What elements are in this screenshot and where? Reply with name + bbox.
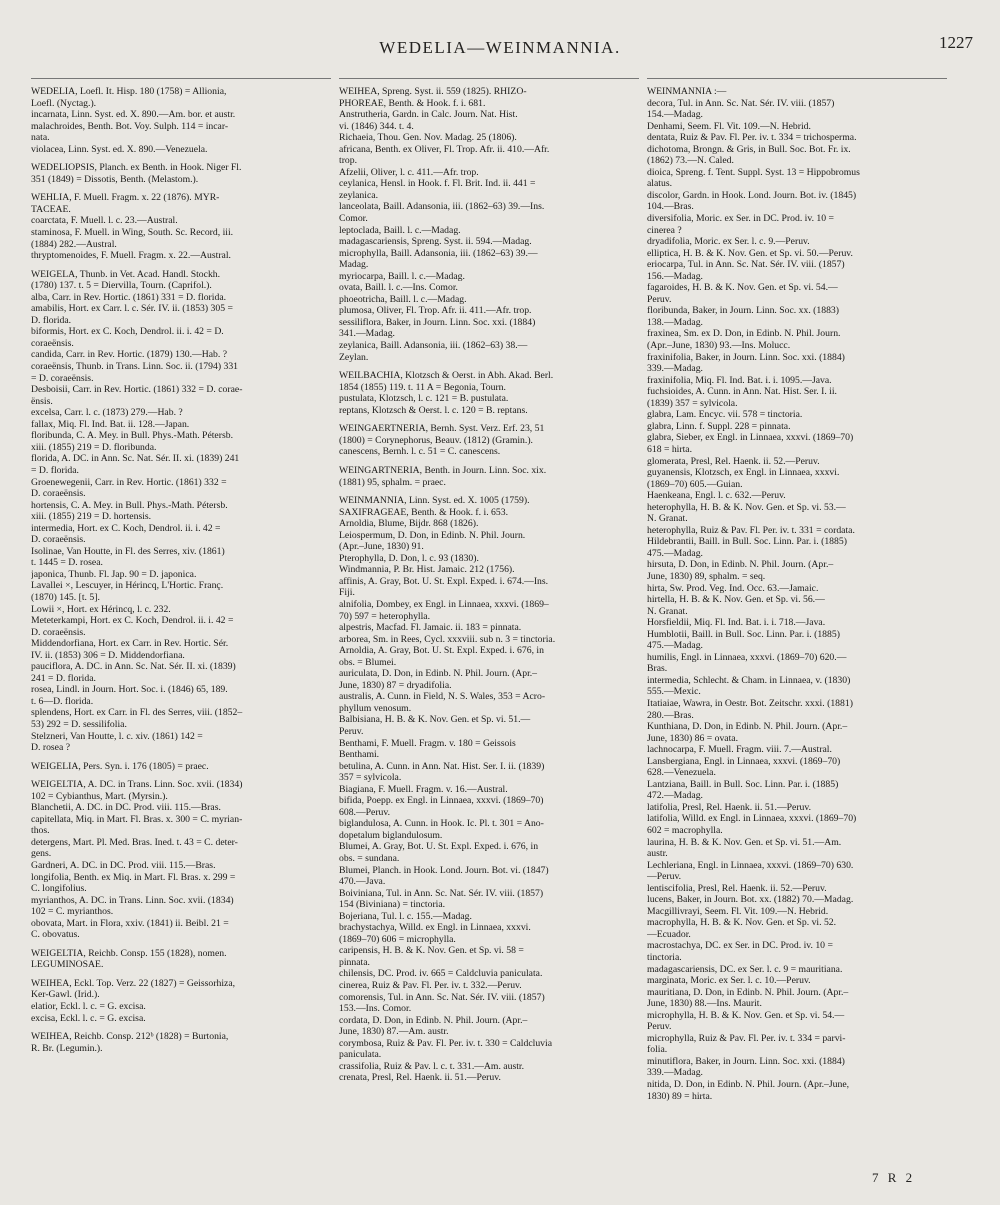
entry-line: Isolinae, Van Houtte, in Fl. des Serres, xiv. (1861): [31, 545, 225, 557]
entry-line: obs. = sundana.: [339, 853, 400, 864]
entry-line: (1862) 73.—N. Caled.: [647, 155, 734, 167]
entry-line: lanceolata, Baill. Adansonia, iii. (1862–63) 39.—Ins.: [339, 201, 545, 213]
entry-line: rosea, Lindl. in Journ. Hort. Soc. i. (1846) 65, 189.: [31, 684, 228, 696]
entry-line: alba, Carr. in Rev. Hortic. (1861) 331 = D. florida.: [31, 291, 227, 303]
entry-line: Peruv.: [339, 725, 364, 737]
entry-line: dichotoma, Brongn. & Gris, in Bull. Soc. Bot. Fr. ix.: [647, 143, 851, 155]
entry-line: obs. = Blumei.: [339, 656, 397, 668]
dictionary-entry: [31, 1031, 331, 1054]
entry-line: elliptica, H. B. & K. Nov. Gen. et Sp. vi. 50.—Peruv.: [647, 247, 853, 259]
entry-line: Haenkeana, Engl. l. c. 632.—Peruv.: [647, 490, 786, 502]
entry-line: mauritiana, D. Don, in Edinb. N. Phil. Journ. (Apr.–: [647, 986, 849, 998]
entry-line: intermedia, Schlecht. & Cham. in Linnaea, v. (1830): [647, 674, 851, 686]
entry-line: (1800) = Corynephorus, Beauv. (1812) (Gramin.).: [339, 434, 533, 446]
entry-line: ënsis.: [31, 395, 53, 407]
entry-line: Richaeia, Thou. Gen. Nov. Madag. 25 (1806).: [339, 132, 517, 144]
entry-line: WEINGAERTNERIA, Bernh. Syst. Verz. Erf. 23, 51: [339, 423, 545, 435]
entry-line: nata.: [31, 132, 50, 144]
entry-line: WEIGELTIA, Reichb. Consp. 155 (1828), nomen.: [31, 947, 227, 959]
entry-line: marginata, Moric. ex Ser. l. c. 10.—Peruv.: [647, 975, 811, 987]
dictionary-entry: [31, 269, 331, 754]
entry-line: alpestris, Macfad. Fl. Jamaic. ii. 183 = pinnata.: [339, 622, 522, 634]
entry-line: D. coraeënsis.: [31, 626, 86, 638]
entry-line: tinctoria.: [647, 952, 682, 964]
entry-line: Leiospermum, D. Don, in Edinb. N. Phil. Journ.: [339, 529, 526, 541]
entry-line: diversifolia, Moric. ex Ser. in DC. Prod. iv. 10 =: [647, 213, 834, 225]
entry-line: 470.—Java.: [339, 876, 386, 888]
entry-line: latifolia, Willd. ex Engl. in Linnaea, xxxvi. (1869–70): [647, 813, 857, 825]
entry-line: intermedia, Hort. ex C. Koch, Dendrol. ii. i. 42 =: [31, 522, 221, 534]
entry-line: glabra, Lam. Encyc. vii. 578 = tinctoria.: [647, 409, 803, 421]
entry-line: LEGUMINOSAE.: [31, 959, 104, 971]
entry-line: PHOREAE, Benth. & Hook. f. i. 681.: [339, 97, 486, 109]
entry-line: 70) 597 = heterophylla.: [339, 610, 431, 622]
entry-line: (1869–70) 605.—Guian.: [647, 478, 743, 490]
entry-line: D. coraeënsis.: [31, 488, 86, 500]
entry-line: WEDELIA, Loefl. It. Hisp. 180 (1758) = Allionia,: [31, 86, 227, 97]
entry-line: = D. coraeënsis.: [31, 372, 94, 384]
entry-line: Windmannia, P. Br. Hist. Jamaic. 212 (1756).: [339, 564, 515, 576]
entry-line: Pterophylla, D. Don, l. c. 93 (1830).: [339, 552, 479, 564]
entry-line: eriocarpa, Tul. in Ann. Sc. Nat. Sér. IV. viii. (1857): [647, 259, 845, 271]
page-number: 1227: [939, 33, 973, 52]
entry-line: Boiviniana, Tul. in Ann. Sc. Nat. Sér. IV. viii. (1857): [339, 887, 544, 899]
entry-line: 1830) 89 = hirta.: [647, 1090, 713, 1102]
dictionary-entry: [339, 370, 639, 416]
entry-line: xiii. (1855) 219 = D. hortensis.: [31, 511, 152, 523]
entry-line: floribunda, C. A. Mey. in Bull. Phys.-Math. Pétersb.: [31, 430, 233, 442]
entry-line: capitellata, Miq. in Mart. Fl. Bras. x. 300 = C. myrian-: [31, 813, 243, 825]
entry-line: Arnoldia, A. Gray, Bot. U. St. Expl. Exped. i. 676, in: [339, 645, 544, 657]
entry-line: plumosa, Oliver, Fl. Trop. Afr. ii. 411.—Afr. trop.: [339, 305, 532, 317]
entry-line: IV. ii. (1853) 306 = D. Middendorfiana.: [31, 649, 185, 661]
entry-line: Hildebrantii, Baill. in Bull. Soc. Linn. Par. i. (1885): [647, 536, 847, 548]
entry-line: glabra, Linn. f. Suppl. 228 = pinnata.: [647, 420, 791, 432]
entry-line: reptans, Klotzsch & Oerst. l. c. 120 = B. reptans.: [339, 404, 528, 416]
entry-line: florida, A. DC. in Ann. Sc. Nat. Sér. II. xi. (1839) 241: [31, 453, 240, 465]
entry-line: longifolia, Benth. ex Miq. in Mart. Fl. Bras. x. 299 =: [31, 871, 236, 883]
entry-line: brachystachya, Willd. ex Engl. in Linnaea, xxxvi.: [339, 922, 531, 934]
entry-line: Afzelii, Oliver, l. c. 411.—Afr. trop.: [339, 166, 479, 178]
entry-line: C. obovatus.: [31, 929, 80, 941]
entry-line: D. rosea ?: [31, 742, 71, 754]
entry-line: 628.—Venezuela.: [647, 767, 716, 779]
entry-line: cinerea ?: [647, 224, 682, 236]
entry-line: Loefl. (Nyctag.).: [31, 97, 97, 109]
entry-line: canescens, Bernh. l. c. 51 = C. canescens.: [339, 446, 501, 458]
entry-line: folia.: [647, 1044, 668, 1056]
entry-line: fraxinifolia, Baker, in Journ. Linn. Soc. xxi. (1884): [647, 351, 845, 363]
entry-line: 475.—Madag.: [647, 547, 703, 559]
entry-line: WEIHEA, Eckl. Top. Verz. 22 (1827) = Geissorhiza,: [31, 977, 236, 989]
dictionary-entry: [31, 162, 331, 185]
entry-line: heterophylla, Ruiz & Pav. Fl. Per. iv. t. 331 = cordata.: [647, 524, 855, 536]
entry-line: phoeotricha, Baill. l. c.—Madag.: [339, 293, 467, 305]
text-column-1: [31, 86, 331, 1136]
entry-line: Macgillivrayi, Seem. Fl. Vit. 109.—N. Hebrid.: [647, 905, 829, 917]
entry-line: t. 6—D. florida.: [31, 695, 94, 707]
entry-line: japonica, Thunb. Fl. Jap. 90 = D. japonica.: [31, 568, 197, 580]
entry-line: Meteterkampi, Hort. ex C. Koch, Dendrol. ii. i. 42 =: [31, 615, 234, 627]
entry-line: obovata, Mart. in Flora, xxiv. (1841) ii. Beibl. 21 =: [31, 917, 229, 929]
entry-line: 339.—Madag.: [647, 363, 703, 375]
entry-line: crassifolia, Ruiz & Pav. l. c. t. 331.—Am. austr.: [339, 1060, 525, 1072]
entry-line: 154 (Biviniana) = tinctoria.: [339, 899, 446, 911]
entry-line: Desboisii, Carr. in Rev. Hortic. (1861) 332 = D. corae-: [31, 384, 243, 396]
entry-line: 357 = sylvicola.: [339, 772, 402, 784]
dictionary-entry: [31, 779, 331, 941]
entry-line: Arnoldia, Blume, Bijdr. 868 (1826).: [339, 518, 479, 530]
entry-line: TACEAE.: [31, 203, 71, 215]
entry-line: decora, Tul. in Ann. Sc. Nat. Sér. IV. viii. (1857): [647, 97, 835, 109]
entry-line: dryadifolia, Moric. ex Ser. l. c. 9.—Peruv.: [647, 236, 810, 248]
entry-line: cordata, D. Don, in Edinb. N. Phil. Journ. (Apr.–: [339, 1014, 528, 1026]
entry-line: chilensis, DC. Prod. iv. 665 = Caldcluvia paniculata.: [339, 968, 543, 980]
signature-mark: 7 R 2: [872, 1170, 916, 1185]
entry-line: Bras.: [647, 663, 668, 675]
entry-line: violacea, Linn. Syst. ed. X. 890.—Venezuela.: [31, 143, 208, 155]
entry-line: N. Granat.: [647, 605, 688, 617]
entry-line: elatior, Eckl. l. c. = G. excisa.: [31, 1001, 146, 1013]
dictionary-entry: [31, 86, 331, 155]
entry-line: myrianthos, A. DC. in Trans. Linn. Soc. xvii. (1834): [31, 894, 234, 906]
entry-line: phyllum venosum.: [339, 702, 412, 714]
entry-line: Bojeriana, Tul. l. c. 155.—Madag.: [339, 910, 472, 922]
entry-line: Lavallei ×, Lescuyer, in Hérincq, L'Hortic. Franç.: [31, 580, 224, 592]
dictionary-entry: [339, 86, 639, 363]
entry-line: Benthami, F. Muell. Fragm. v. 180 = Geissois: [339, 737, 516, 749]
entry-line: arborea, Sm. in Rees, Cycl. xxxviii. sub n. 3 = tinctoria.: [339, 633, 556, 645]
entry-line: heterophylla, H. B. & K. Nov. Gen. et Sp. vi. 53.—: [647, 501, 846, 513]
dictionary-entry: [31, 978, 331, 1024]
entry-line: 154.—Madag.: [647, 109, 703, 121]
entry-line: Kunthiana, D. Don, in Edinb. N. Phil. Journ. (Apr.–: [647, 721, 848, 733]
entry-line: Lechleriana, Engl. in Linnaea, xxxvi. (1869–70) 630.: [647, 859, 854, 871]
column-rule: [31, 78, 331, 79]
entry-line: alatus.: [647, 178, 673, 190]
entry-line: Horsfieldii, Miq. Fl. Ind. Bat. i. i. 718.—Java.: [647, 617, 826, 629]
entry-line: guyanensis, Klotzsch, ex Engl. in Linnaea, xxxvi.: [647, 467, 840, 479]
entry-line: microphylla, H. B. & K. Nov. Gen. et Sp. vi. 54.—: [647, 1009, 845, 1021]
text-column-2: [339, 86, 639, 1136]
entry-line: bifida, Poepp. ex Engl. in Linnaea, xxxvi. (1869–70): [339, 795, 544, 807]
dictionary-entry: [31, 192, 331, 261]
entry-line: corymbosa, Ruiz & Pav. Fl. Per. iv. t. 330 = Caldcluvia: [339, 1037, 553, 1049]
entry-line: (1869–70) 606 = microphylla.: [339, 933, 456, 945]
entry-line: lachnocarpa, F. Muell. Fragm. viii. 7.—Austral.: [647, 744, 832, 756]
entry-line: excisa, Eckl. l. c. = G. excisa.: [31, 1012, 146, 1024]
entry-line: June, 1830) 89, sphalm. = seq.: [647, 570, 766, 582]
entry-line: 102 = Cybianthus, Mart. (Myrsin.).: [31, 790, 168, 802]
entry-line: 156.—Madag.: [647, 270, 703, 282]
entry-line: WEIGELIA, Pers. Syn. i. 176 (1805) = praec.: [31, 760, 209, 772]
entry-line: candida, Carr. in Rev. Hortic. (1879) 130.—Hab. ?: [31, 349, 228, 361]
entry-line: 475.—Madag.: [647, 640, 703, 652]
entry-line: staminosa, F. Muell. in Wing, South. Sc. Record, iii.: [31, 227, 234, 239]
entry-line: WEDELIOPSIS, Planch. ex Benth. in Hook. Niger Fl.: [31, 162, 242, 174]
entry-line: hirtella, H. B. & K. Nov. Gen. et Sp. vi. 56.—: [647, 594, 825, 606]
entry-line: June, 1830) 86 = ovata.: [647, 732, 739, 744]
entry-line: discolor, Gardn. in Hook. Lond. Journ. Bot. iv. (1845): [647, 189, 857, 201]
entry-line: Stelzneri, Van Houtte, l. c. xiv. (1861) 142 =: [31, 730, 203, 742]
entry-line: D. florida.: [31, 314, 72, 326]
entry-line: 280.—Bras.: [647, 709, 694, 721]
entry-line: D. coraeënsis.: [31, 534, 86, 546]
entry-line: Peruv.: [647, 1021, 672, 1033]
entry-line: dioica, Spreng. f. Tent. Suppl. Syst. 13 = Hippobromus: [647, 166, 860, 178]
entry-line: WEINMANNIA :—: [647, 86, 727, 97]
entry-line: 241 = D. florida.: [31, 672, 96, 684]
entry-line: Peruv.: [647, 293, 672, 305]
entry-line: thos.: [31, 825, 50, 837]
entry-line: excelsa, Carr. l. c. (1873) 279.—Hab. ?: [31, 407, 183, 419]
dictionary-entry: [31, 761, 331, 773]
entry-line: 618 = hirta.: [647, 443, 693, 455]
entry-line: Lansbergiana, Engl. in Linnaea, xxxvi. (1869–70): [647, 755, 841, 767]
entry-line: betulina, A. Cunn. in Ann. Nat. Hist. Ser. I. ii. (1839): [339, 760, 545, 772]
text-column-3: [647, 86, 947, 1136]
entry-line: Lantziana, Baill. in Bull. Soc. Linn. Par. i. (1885): [647, 778, 839, 790]
entry-line: Benthami.: [339, 749, 380, 761]
dictionary-entry: [339, 495, 639, 1084]
entry-line: humilis, Engl. in Linnaea, xxxvi. (1869–70) 620.—: [647, 651, 847, 663]
entry-line: vi. (1846) 344. t. 4.: [339, 120, 414, 132]
entry-line: auriculata, D. Don, in Edinb. N. Phil. Journ. (Apr.–: [339, 668, 538, 680]
entry-line: nitida, D. Don, in Edinb. N. Phil. Journ. (Apr.–June,: [647, 1079, 850, 1091]
entry-line: 102 = C. myrianthos.: [31, 906, 114, 918]
entry-line: biformis, Hort. ex C. Koch, Dendrol. ii. i. 42 = D.: [31, 326, 224, 338]
entry-line: Itatiaiae, Wawra, in Oestr. Bot. Zeitschr. xxxi. (1881): [647, 697, 853, 709]
entry-line: ovata, Baill. l. c.—Ins. Comor.: [339, 282, 458, 294]
entry-line: Gardneri, A. DC. in DC. Prod. viii. 115.—Bras.: [31, 860, 216, 871]
entry-line: pinnata.: [339, 956, 370, 968]
page-title: WEDELIA—WEINMANNIA.: [379, 38, 621, 57]
entry-line: caripensis, H. B. & K. Nov. Gen. et Sp. vi. 58 =: [339, 945, 524, 957]
entry-line: crenata, Presl, Rel. Haenk. ii. 51.—Peruv.: [339, 1072, 501, 1084]
entry-line: Blumei, Planch. in Hook. Lond. Journ. Bot. vi. (1847): [339, 864, 549, 876]
entry-line: lucens, Baker, in Journ. Bot. xx. (1882) 70.—Madag.: [647, 894, 854, 906]
entry-line: zeylanica.: [339, 189, 378, 201]
entry-line: amabilis, Hort. ex Carr. l. c. Sér. IV. ii. (1853) 305 =: [31, 303, 233, 315]
entry-line: coraeënsis.: [31, 337, 74, 349]
entry-line: (1839) 357 = sylvicola.: [647, 397, 738, 409]
entry-line: thryptomenoides, F. Muell. Fragm. x. 22.—Austral.: [31, 250, 231, 262]
entry-line: ceylanica, Hensl. in Hook. f. Fl. Brit. Ind. ii. 441 =: [339, 178, 536, 190]
entry-line: WEINMANNIA, Linn. Syst. ed. X. 1005 (1759).: [339, 495, 530, 507]
entry-line: June, 1830) 87.—Am. austr.: [339, 1026, 449, 1038]
entry-line: June, 1830) 87 = dryadifolia.: [339, 679, 452, 691]
entry-line: leptoclada, Baill. l. c.—Madag.: [339, 224, 461, 236]
entry-line: (1881) 95, sphalm. = praec.: [339, 476, 446, 488]
entry-line: xiii. (1855) 219 = D. floribunda.: [31, 441, 157, 453]
entry-line: (Apr.–June, 1830) 91.: [339, 541, 424, 553]
entry-line: fuchsioides, A. Cunn. in Ann. Nat. Hist. Ser. I. ii.: [647, 386, 837, 398]
dictionary-entry: [339, 423, 639, 458]
entry-line: splendens, Hort. ex Carr. in Fl. des Serres, viii. (1852–: [31, 707, 243, 719]
entry-line: 608.—Peruv.: [339, 806, 391, 818]
entry-line: sessiliflora, Baker, in Journ. Linn. Soc. xxi. (1884): [339, 316, 536, 328]
entry-line: myriocarpa, Baill. l. c.—Madag.: [339, 270, 465, 282]
entry-line: pustulata, Klotzsch, l. c. 121 = B. pustulata.: [339, 393, 509, 405]
entry-line: Denhami, Seem. Fl. Vit. 109.—N. Hebrid.: [647, 120, 811, 132]
entry-line: WEHLIA, F. Muell. Fragm. x. 22 (1876). MYR-: [31, 192, 220, 204]
entry-line: hirsuta, D. Don, in Edinb. N. Phil. Journ. (Apr.–: [647, 559, 834, 571]
entry-line: Comor.: [339, 213, 368, 225]
entry-line: Biagiana, F. Muell. Fragm. v. 16.—Austral.: [339, 783, 508, 795]
entry-line: fraxinifolia, Miq. Fl. Ind. Bat. i. i. 1095.—Java.: [647, 374, 832, 386]
entry-line: fallax, Miq. Fl. Ind. Bat. ii. 128.—Japan.: [31, 418, 190, 430]
entry-line: = D. florida.: [31, 464, 79, 476]
entry-line: 1854 (1855) 119. t. 11 A = Begonia, Tourn.: [339, 381, 506, 393]
entry-line: June, 1830) 88.—Ins. Maurit.: [647, 998, 762, 1010]
entry-line: t. 1445 = D. rosea.: [31, 557, 103, 569]
entry-line: Balbisiana, H. B. & K. Nov. Gen. et Sp. vi. 51.—: [339, 714, 531, 726]
entry-line: cinerea, Ruiz & Pav. Fl. Per. iv. t. 332.—Peruv.: [339, 980, 522, 992]
entry-line: macrostachya, DC. ex Ser. in DC. Prod. iv. 10 =: [647, 940, 833, 952]
entry-line: comorensis, Tul. in Ann. Sc. Nat. Sér. IV. viii. (1857): [339, 991, 545, 1003]
entry-line: floribunda, Baker, in Journ. Linn. Soc. xx. (1883): [647, 305, 839, 317]
entry-line: Groenewegenii, Carr. in Rev. Hortic. (1861) 332 =: [31, 476, 227, 488]
entry-line: Lowii ×, Hort. ex Hérincq, l. c. 232.: [31, 603, 171, 615]
entry-line: coarctata, F. Muell. l. c. 23.—Austral.: [31, 215, 178, 227]
entry-line: fagaroides, H. B. & K. Nov. Gen. et Sp. vi. 54.—: [647, 282, 838, 294]
entry-line: 339.—Madag.: [647, 1067, 703, 1079]
entry-line: alnifolia, Dombey, ex Engl. in Linnaea, xxxvi. (1869–: [339, 598, 549, 610]
entry-line: biglandulosa, A. Cunn. in Hook. Ic. Pl. t. 301 = Ano-: [339, 818, 544, 830]
entry-line: latifolia, Presl, Rel. Haenk. ii. 51.—Peruv.: [647, 801, 812, 813]
entry-line: dentata, Ruiz & Pav. Fl. Per. iv. t. 334 = trichosperma.: [647, 132, 857, 144]
entry-line: australis, A. Cunn. in Field, N. S. Wales, 353 = Acro-: [339, 691, 546, 703]
entry-line: SAXIFRAGEAE, Benth. & Hook. f. i. 653.: [339, 506, 508, 518]
dictionary-entry: [339, 465, 639, 488]
entry-line: (1884) 282.—Austral.: [31, 238, 117, 250]
entry-line: detergens, Mart. Pl. Med. Bras. Ined. t. 43 = C. deter-: [31, 836, 238, 848]
entry-line: Zeylan.: [339, 351, 369, 363]
entry-line: hortensis, C. A. Mey. in Bull. Phys.-Math. Pétersb.: [31, 499, 228, 511]
entry-line: coraeënsis, Thunb. in Trans. Linn. Soc. ii. (1794) 331: [31, 361, 239, 373]
entry-line: microphylla, Baill. Adansonia, iii. (1862–63) 39.—: [339, 247, 538, 259]
entry-line: macrophylla, H. B. & K. Nov. Gen. et Sp. vi. 52.: [647, 917, 837, 929]
entry-line: WEIGELA, Thunb. in Vet. Acad. Handl. Stockh.: [31, 268, 221, 280]
entry-line: 104.—Bras.: [647, 201, 694, 213]
entry-line: (1780) 137. t. 5 = Diervilla, Tourn. (Caprifol.).: [31, 280, 212, 292]
entry-line: hirta, Sw. Prod. Veg. Ind. Occ. 63.—Jamaic.: [647, 582, 819, 594]
entry-line: lentiscifolia, Presl, Rel. Haenk. ii. 52.—Peruv.: [647, 882, 827, 894]
entry-line: Blumei, A. Gray, Bot. U. St. Expl. Exped. i. 676, in: [339, 841, 539, 853]
entry-line: glabra, Sieber, ex Engl. in Linnaea, xxxvi. (1869–70): [647, 432, 854, 444]
entry-line: (1870) 145. [t. 5].: [31, 591, 100, 603]
entry-line: Ker-Gawl. (Irid.).: [31, 989, 100, 1001]
entry-line: WEINGARTNERIA, Benth. in Journ. Linn. Soc. xix.: [339, 464, 547, 476]
entry-line: laurina, H. B. & K. Nov. Gen. et Sp. vi. 51.—Am.: [647, 836, 842, 848]
entry-line: Middendorfiana, Hort. ex Carr. in Rev. Hortic. Sér.: [31, 638, 229, 650]
entry-line: R. Br. (Legumin.).: [31, 1042, 103, 1054]
entry-line: zeylanica, Baill. Adansonia, iii. (1862–63) 38.—: [339, 340, 528, 352]
entry-line: fraxinea, Sm. ex D. Don, in Edinb. N. Phil. Journ.: [647, 328, 841, 340]
dictionary-entry: [31, 948, 331, 971]
entry-line: glomerata, Presl, Rel. Haenk. ii. 52.—Peruv.: [647, 455, 820, 467]
entry-line: 555.—Mexic.: [647, 686, 701, 698]
entry-line: WEILBACHIA, Klotzsch & Oerst. in Abh. Akad. Berl.: [339, 370, 554, 382]
entry-line: trop.: [339, 155, 358, 167]
entry-line: Anstrutheria, Gardn. in Calc. Journ. Nat. Hist.: [339, 109, 518, 121]
entry-line: gens.: [31, 848, 52, 860]
column-rule: [339, 78, 639, 79]
entry-line: 53) 292 = D. sessilifolia.: [31, 718, 127, 730]
entry-line: Humblotii, Baill. in Bull. Soc. Linn. Par. i. (1885): [647, 628, 840, 640]
entry-line: austr.: [647, 848, 668, 860]
entry-line: affinis, A. Gray, Bot. U. St. Expl. Exped. i. 674.—Ins.: [339, 575, 549, 587]
entry-line: WEIHEA, Spreng. Syst. ii. 559 (1825). RHIZO-: [339, 86, 527, 97]
entry-line: (Apr.–June, 1830) 93.—Ins. Molucc.: [647, 340, 791, 352]
entry-line: 472.—Madag.: [647, 790, 703, 802]
entry-line: 341.—Madag.: [339, 328, 395, 340]
entry-line: minutiflora, Baker, in Journ. Linn. Soc. xxi. (1884): [647, 1055, 845, 1067]
entry-line: C. longifolius.: [31, 883, 87, 895]
entry-line: 351 (1849) = Dissotis, Benth. (Melastom.).: [31, 173, 199, 185]
entry-line: —Peruv.: [647, 871, 682, 883]
entry-line: incarnata, Linn. Syst. ed. X. 890.—Am. bor. et austr.: [31, 109, 236, 121]
entry-line: africana, Benth. ex Oliver, Fl. Trop. Afr. ii. 410.—Afr.: [339, 143, 550, 155]
entry-line: microphylla, Ruiz & Pav. Fl. Per. iv. t. 334 = parvi-: [647, 1032, 846, 1044]
entry-line: dopetalum biglandulosum.: [339, 829, 443, 841]
entry-line: pauciflora, A. DC. in Ann. Sc. Nat. Sér. II. xi. (1839): [31, 661, 236, 673]
entry-line: 138.—Madag.: [647, 316, 703, 328]
entry-line: WEIHEA, Reichb. Consp. 212ᵇ (1828) = Burtonia,: [31, 1031, 229, 1043]
entry-line: 602 = macrophylla.: [647, 825, 723, 836]
entry-line: N. Granat.: [647, 513, 688, 525]
entry-line: 153.—Ins. Comor.: [339, 1003, 412, 1015]
entry-line: Fiji.: [339, 587, 355, 599]
entry-line: madagascariensis, Spreng. Syst. ii. 594.—Madag.: [339, 236, 532, 248]
entry-line: —Ecuador.: [647, 928, 691, 940]
entry-line: paniculata.: [339, 1049, 382, 1061]
entry-line: Madag.: [339, 259, 369, 271]
entry-line: madagascariensis, DC. ex Ser. l. c. 9 = mauritiana.: [647, 963, 843, 975]
dictionary-entry: [647, 86, 947, 1102]
column-rule: [647, 78, 947, 79]
entry-line: WEIGELTIA, A. DC. in Trans. Linn. Soc. xvii. (1834): [31, 779, 243, 791]
entry-line: malachroides, Benth. Bot. Voy. Sulph. 114 = incar-: [31, 120, 229, 132]
entry-line: Blanchetii, A. DC. in DC. Prod. viii. 115.—Bras.: [31, 802, 221, 814]
